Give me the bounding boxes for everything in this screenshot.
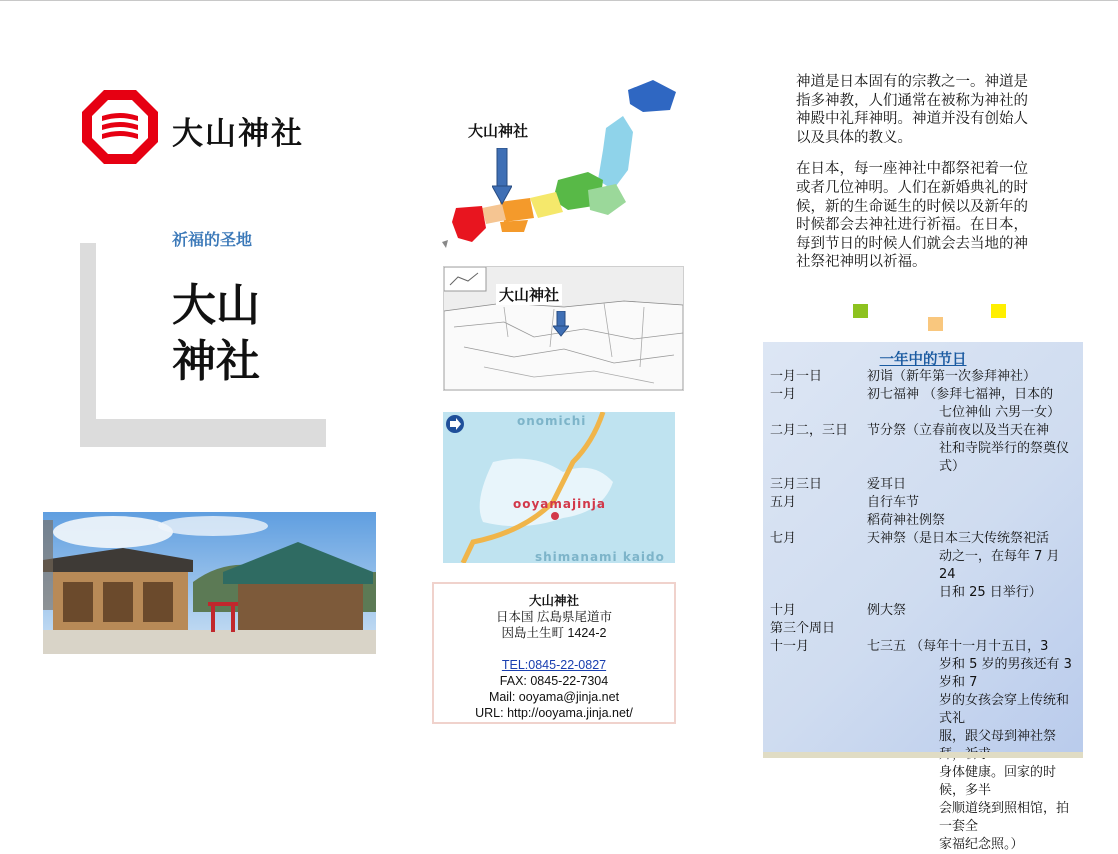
contact-fax: FAX: 0845-22-7304 (499, 674, 609, 688)
shrine-logo-icon (80, 88, 160, 166)
arrow-down-icon (553, 311, 569, 337)
festival-event (867, 638, 1080, 854)
local-map-shrine-label: ooyamajinja (513, 497, 606, 511)
festival-event-line: 岁和 5 岁的男孩还有 3 岁和 7 (939, 657, 1072, 690)
festival-event-line: 节分祭（立春前夜以及当天在神 (867, 423, 1050, 438)
festival-date: 七月 (770, 531, 797, 546)
festival-event (867, 422, 1080, 476)
festival-event-line: 日和 25 日举行） (939, 585, 1042, 600)
contact-tel-link[interactable]: TEL:0845-22-0827 (501, 658, 607, 672)
festival-date: 三月三日 (770, 477, 823, 492)
festival-event-line: 式） (939, 459, 966, 474)
festival-event-line: 七位神仙 六男一女） (939, 405, 1061, 420)
festival-event (867, 386, 1080, 422)
festival-event-line: 例大祭 (867, 603, 907, 618)
festival-row (770, 620, 1080, 638)
contact-mail: Mail: ooyama@jinja.net (488, 690, 620, 704)
local-map-top-label: onomichi (517, 414, 587, 428)
festival-title: 一年中的节日 (879, 352, 967, 368)
festival-row (770, 368, 1080, 386)
color-square-orange (928, 317, 943, 331)
festival-date: 二月二，三日 (770, 423, 849, 438)
festival-event (867, 494, 1080, 512)
festival-event-line: 天神祭（是日本三大传统祭祀活 (867, 531, 1050, 546)
page-title-line1: 大山 (172, 280, 260, 331)
festival-event-line: 服，跟父母到神社祭 (939, 729, 1057, 744)
page-title (172, 278, 260, 390)
festival-event-line: 初七福神 （参拜七福神，日本的 (867, 387, 1054, 402)
festival-event (867, 476, 1080, 494)
festival-event (867, 530, 1080, 602)
top-border (0, 0, 1118, 1)
festival-event (867, 620, 1080, 638)
region-map (443, 266, 684, 391)
color-square-green (853, 304, 868, 318)
page-title-line2: 神社 (172, 336, 260, 387)
festival-event-line: 自行车节 (867, 495, 920, 510)
japan-map (438, 80, 680, 250)
festival-event-line: 会顺道绕到照相馆，拍一套全 (939, 801, 1070, 834)
tagline: 祈福的圣地 (172, 230, 253, 249)
festival-date: 十一月 (770, 639, 810, 654)
festival-event (867, 602, 1080, 620)
festival-row (770, 602, 1080, 620)
festival-date: 一月一日 (770, 369, 823, 384)
local-map (443, 412, 675, 563)
arrow-down-icon (492, 148, 512, 206)
festival-event-line: 爱耳日 (867, 477, 907, 492)
festival-row (770, 494, 1080, 512)
contact-address-2: 因島土生町 1424-2 (501, 626, 607, 640)
intro-paragraph-2: 在日本，每一座神社中都祭祀着一位或者几位神明。人们在新婚典礼的时候，新的生命诞生的时候以及新年的时候都会去神社进行祈福。在日本，每到节日的时候人们就会去当地的神社祭祀神明以祈福。 (796, 161, 1028, 271)
festival-row (770, 422, 1080, 476)
contact-box (432, 582, 676, 724)
festival-event-line: 社和寺院举行的祭奠仪 (939, 441, 1070, 456)
festival-date (770, 512, 867, 530)
contact-name: 大山神社 (528, 594, 579, 608)
festival-event-line: 家福纪念照。） (939, 837, 1024, 852)
contact-address-1: 日本国 広島県尾道市 (496, 610, 612, 624)
festival-date: 五月 (770, 495, 797, 510)
local-map-icon (443, 412, 675, 563)
color-square-yellow (991, 304, 1006, 318)
festival-row (770, 638, 1080, 854)
japan-map-label: 大山神社 (468, 122, 529, 140)
festival-panel (763, 342, 1083, 852)
japan-map-icon (438, 80, 680, 250)
festival-list (770, 368, 1080, 854)
festival-date: 第三个周日 (770, 621, 836, 636)
festival-event (867, 368, 1080, 386)
local-map-bottom-label: shimanami kaido (535, 550, 665, 563)
festival-row (770, 530, 1080, 602)
intro-paragraph-1: 神道是日本固有的宗教之一。神道是指多神教，人们通常在被称为神社的神殿中礼拜神明。神道并没有创始人以及具体的教义。 (796, 74, 1028, 146)
brand-name: 大山神社 (172, 116, 304, 152)
festival-row (770, 476, 1080, 494)
festival-event-line: 动之一，在每年 7 月 24 (939, 549, 1060, 582)
festival-event-line: 岁的女孩会穿上传统和式礼 (939, 693, 1070, 726)
intro-text (796, 73, 1040, 285)
festival-event-line: 身体健康。回家的时候，多半 (939, 765, 1057, 798)
region-map-label: 大山神社 (496, 284, 562, 305)
contact-url: URL: http://ooyama.jinja.net/ (475, 706, 633, 720)
festival-row (770, 386, 1080, 422)
festival-date: 十月 (770, 603, 797, 618)
festival-event-line: 七三五 （每年十一月十五日，3 (867, 639, 1049, 654)
festival-row (770, 512, 1080, 530)
festival-event (867, 512, 1080, 530)
festival-event-line: 稻荷神社例祭 (867, 513, 946, 528)
festival-date: 一月 (770, 387, 797, 402)
shrine-photo (43, 512, 376, 654)
festival-event-line: 初诣（新年第一次参拜神社） (867, 369, 1037, 384)
